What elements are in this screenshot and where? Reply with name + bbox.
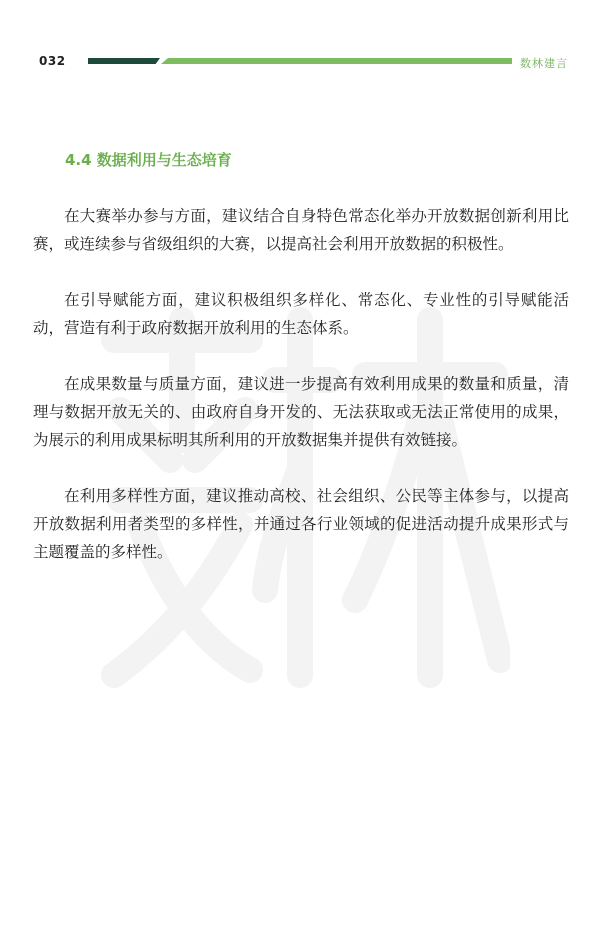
main-content: [33, 148, 569, 594]
brand-label: 数林建言: [520, 57, 568, 70]
header-bar-green: [161, 58, 512, 64]
paragraph-diversity: 在利用多样性方面，建议推动高校、社会组织、公民等主体参与，以提高开放数据利用者类型的多样性，并通过各行业领域的促进活动提升成果形式与主题覆盖的多样性。: [33, 487, 569, 561]
paragraph-competition: 在大赛举办参与方面，建议结合自身特色常态化举办开放数据创新利用比赛，或连续参与省级组织的大赛，以提高社会利用开放数据的积极性。: [33, 207, 569, 253]
paragraph-quantity-quality: 在成果数量与质量方面，建议进一步提高有效利用成果的数量和质量，清理与数据开放无关的、由政府自身开发的、无法获取或无法正常使用的成果，为展示的利用成果标明其所利用的开放数据集并提供有效链接。: [33, 375, 569, 449]
page-header: [0, 0, 600, 80]
page-number: 032: [39, 54, 66, 68]
paragraph-empowerment: 在引导赋能方面，建议积极组织多样化、常态化、专业性的引导赋能活动，营造有利于政府数据开放利用的生态体系。: [33, 291, 569, 337]
section-title: 4.4 数据利用与生态培育: [65, 151, 232, 169]
header-bar-dark: [88, 58, 160, 64]
